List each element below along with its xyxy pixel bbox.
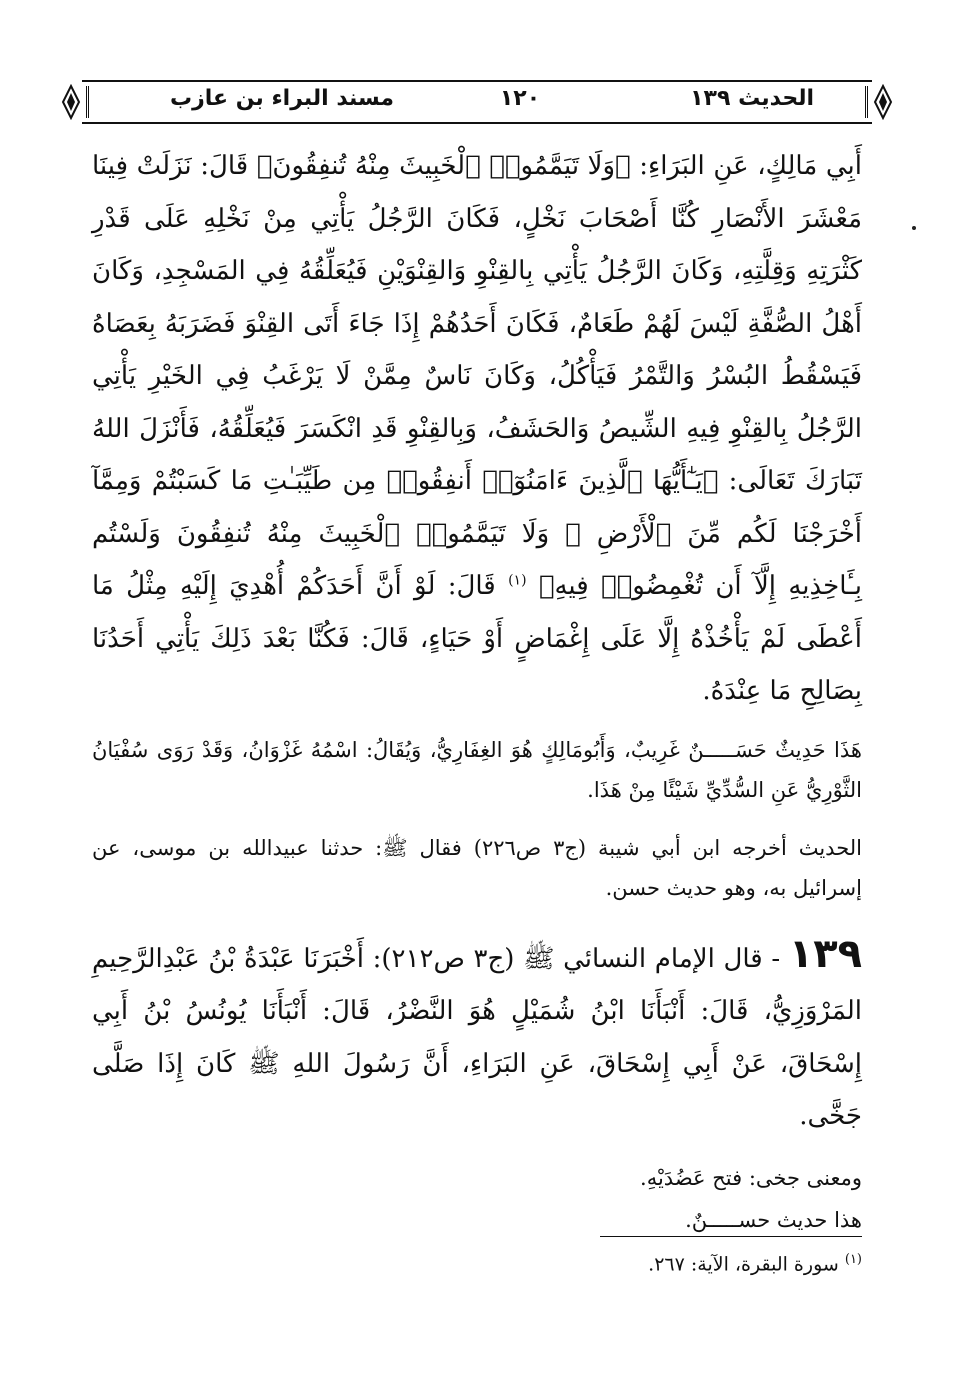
meaning-note: ومعنى جخى: فتح عَضُدَيْهِ. bbox=[640, 1165, 862, 1190]
footnote-marker: (١) bbox=[844, 1252, 862, 1267]
hadith-139-body: - قال الإمام النسائي ﷺ (ج٣ ص٢١٢): أَخْبَرَنَا عَبْدَةُ بْنُ عَبْدِالرَّحِيمِ المَرْوَزِيُّ، قَالَ: أَنْبَأَنَا ابْنُ شُمَيْلٍ هُوَ النَّضْرُ، قَالَ: أَنْبَأَنَا يُونُسُ بْنُ أَبِي إِسْحَاقَ، عَنْ أَبِي إِسْحَاقَ، عَنِ البَرَاءِ، أَنَّ رَسُولَ اللهِ ﷺ كَانَ إِذَا صَلَّى جَخَّى. bbox=[92, 943, 862, 1131]
musnad-title: مسند البراء بن عازب bbox=[170, 86, 395, 111]
hadith-138-text bbox=[92, 140, 862, 718]
grading-note: هذا حديث حســـــنٌ. bbox=[685, 1207, 862, 1232]
takhrij-paragraph: الحديث أخرجه ابن أبي شيبة (ج٣ ص٢٢٦) فقال ﷺ: حدثنا عبيدالله بن موسى، عن إسرائيل به، وهو حديث حسن. bbox=[92, 835, 862, 900]
grading-paragraph: هَذَا حَدِيثٌ حَسَـــــنٌ غَرِيبٌ، وَأَبُومَالِكٍ هُوَ الغِفَارِيُّ، وَيُقَالُ: اسْمُهُ غَزْوَانُ، وَقَدْ رَوَى سُفْيَانُ الثَّوْرِيُّ عَنِ السُّدِّيِّ شَيْئًا مِنْ هَذَا. bbox=[92, 737, 862, 802]
footnote-reference: (١) bbox=[508, 572, 527, 589]
running-header bbox=[60, 78, 894, 126]
right-ornament-icon bbox=[872, 84, 894, 120]
margin-dot bbox=[912, 226, 916, 230]
hadith-number-label: الحديث ١٣٩ bbox=[690, 86, 814, 111]
footnote-separator bbox=[600, 1236, 862, 1237]
hadith-138-tail: قَالَ: لَوْ أَنَّ أَحَدَكُمْ أُهْدِيَ إِلَيْهِ مِثْلُ مَا أَعْطَى لَمْ يَأْخُذْهُ إِلَّا عَلَى إِغْمَاضٍ أَوْ حَيَاءٍ، قَالَ: فَكُنَّا بَعْدَ ذَلِكَ يَأْتِي أَحَدُنَا بِصَالِحِ مَا عِنْدَهُ. bbox=[92, 571, 862, 706]
footnote bbox=[648, 1252, 862, 1275]
hadith-139-number: ١٣٩ bbox=[788, 930, 863, 977]
footnote-text: سورة البقرة، الآية: ٢٦٧. bbox=[648, 1253, 839, 1276]
hadith-138-main: أَبِي مَالِكٍ، عَنِ البَرَاءِ: ﴿وَلَا تَيَمَّمُوا۟ ٱلْخَبِيثَ مِنْهُ تُنفِقُونَ﴾ قَالَ: نَزَلَتْ فِينَا مَعْشَرَ الأَنْصَارِ كُنَّا أَصْحَابَ نَخْلٍ، فَكَانَ الرَّجُلُ يَأْتِي مِنْ نَخْلِهِ عَلَى قَدْرِ كَثْرَتِهِ وَقِلَّتِهِ، وَكَانَ الرَّجُلُ يَأْتِي بِالقِنْوِ وَالقِنْوَيْنِ فَيُعَلِّقُهُ فِي المَسْجِدِ، وَكَانَ أَهْلُ الصُّفَّةِ لَيْسَ لَهُمْ طَعَامٌ، فَكَانَ أَحَدُهُمْ إِذَا جَاءَ أَتَى القِنْوَ فَضَرَبَهُ بِعَصَاهُ فَيَسْقُطُ البُسْرُ وَالتَّمْرُ فَيَأْكُلُ، وَكَانَ نَاسٌ مِمَّنْ لَا يَرْغَبُ فِي الخَيْرِ يَأْتِي الرَّجُلُ بِالقِنْوِ فِيهِ الشِّيصُ وَالحَشَفُ، وَبِالقِنْوِ قَدِ انْكَسَرَ فَيُعَلِّقُهُ، فَأَنْزَلَ اللهُ تَبَارَكَ تَعَالَى: ﴿يَـٰٓأَيُّهَا ٱلَّذِينَ ءَامَنُوٓا۟ أَنفِقُوا۟ مِن طَيِّبَـٰتِ مَا كَسَبْتُمْ وَمِمَّآ أَخْرَجْنَا لَكُم مِّنَ ٱلْأَرْضِ ۖ وَلَا تَيَمَّمُوا۟ ٱلْخَبِيثَ مِنْهُ تُنفِقُونَ وَلَسْتُم بِـَٔاخِذِيهِ إِلَّآ أَن تُغْمِضُوا۟ فِيهِ﴾ bbox=[92, 151, 862, 601]
page-number: ١٢٠ bbox=[499, 86, 541, 111]
main-text bbox=[92, 140, 862, 1241]
hadith-139-text bbox=[92, 928, 862, 1143]
left-ornament-icon bbox=[60, 84, 82, 120]
